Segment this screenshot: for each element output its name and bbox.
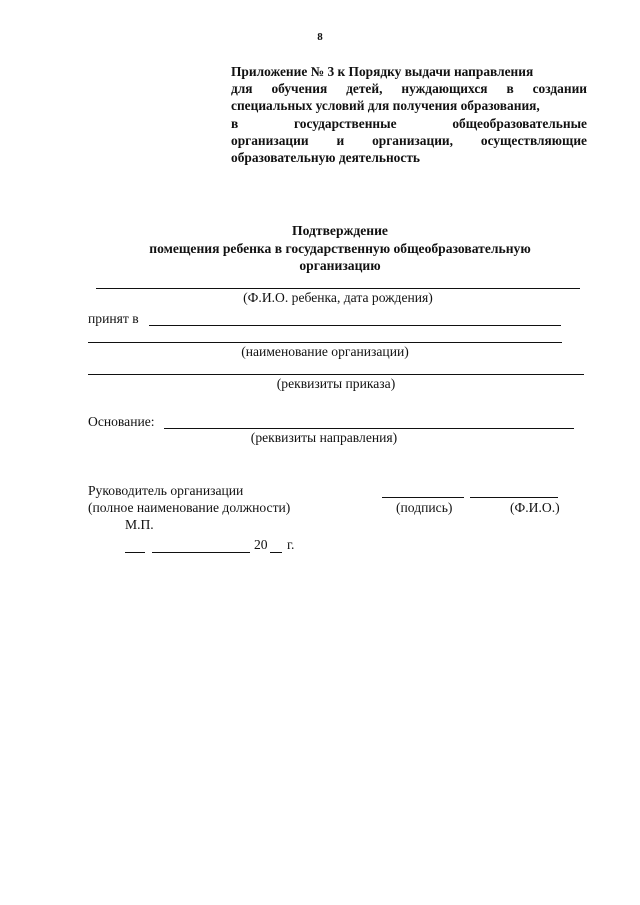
title-line: организацию [299, 258, 381, 273]
accepted-label: принят в [88, 311, 139, 326]
basis-label: Основание: [88, 414, 155, 429]
full-name-line[interactable] [470, 497, 558, 498]
accepted-line[interactable] [149, 325, 561, 326]
page-number: 8 [317, 31, 323, 43]
date-year-line[interactable] [270, 552, 282, 553]
appendix-line: организации и организации, осуществляющие [231, 132, 587, 148]
appendix-line: для обучения детей, нуждающихся в создании [231, 81, 587, 97]
appendix-header [231, 63, 587, 166]
order-details-line[interactable] [88, 374, 584, 375]
order-details-caption: (реквизиты приказа) [276, 376, 396, 391]
basis-line[interactable] [164, 428, 574, 429]
appendix-line: в государственные общеобразовательные [231, 115, 587, 131]
title-line: помещения ребенка в государственную общеобразовательную [149, 240, 531, 256]
child-name-line[interactable] [96, 288, 580, 289]
appendix-line: образовательную деятельность [231, 150, 420, 166]
head-label: Руководитель организации [88, 483, 244, 498]
signature-line[interactable] [382, 497, 464, 498]
organization-caption: (наименование организации) [241, 344, 409, 359]
date-year-suffix: г. [287, 537, 295, 552]
title-line: Подтверждение [292, 223, 388, 238]
document-title [60, 222, 620, 275]
date-day-line[interactable] [125, 552, 145, 553]
child-name-caption: (Ф.И.О. ребенка, дата рождения) [243, 290, 433, 305]
appendix-line: специальных условий для получения образования, [231, 98, 540, 114]
position-caption: (полное наименование должности) [88, 500, 291, 515]
stamp-placeholder: М.П. [125, 517, 154, 532]
appendix-line: Приложение № 3 к Порядку выдачи направления [231, 64, 534, 79]
organization-line[interactable] [88, 342, 562, 343]
full-name-caption: (Ф.И.О.) [510, 500, 560, 515]
signature-caption: (подпись) [396, 500, 453, 515]
date-month-line[interactable] [152, 552, 250, 553]
referral-caption: (реквизиты направления) [250, 430, 398, 445]
date-year-prefix: 20 [254, 537, 268, 552]
